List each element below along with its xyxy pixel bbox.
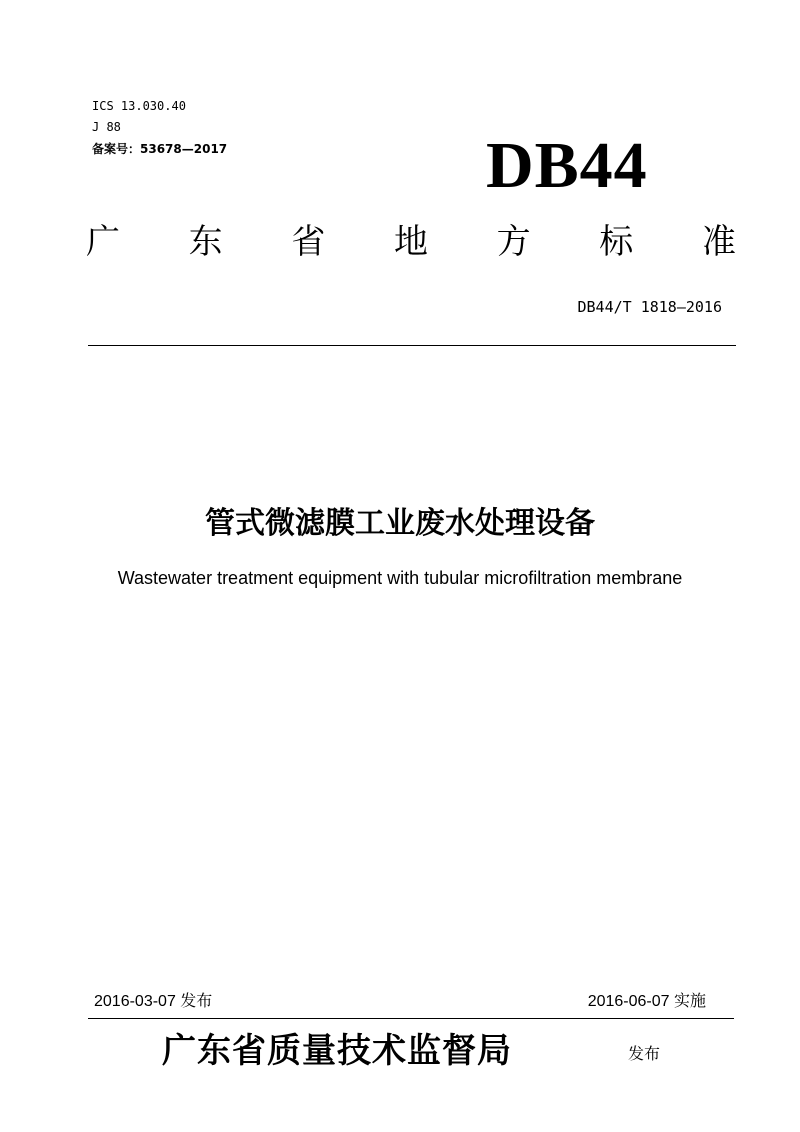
document-title-english: Wastewater treatment equipment with tubular microfiltration membrane (117, 568, 683, 588)
header-divider (88, 345, 736, 346)
classification-code: J 88 (92, 120, 121, 134)
category-char: 准 (701, 222, 736, 262)
category-char: 标 (599, 222, 634, 262)
footer-divider (88, 1018, 734, 1019)
category-char: 东 (188, 222, 223, 262)
category-char: 广 (86, 222, 120, 262)
db44-logo: DB44 (486, 129, 648, 202)
publish-date: 2016-03-07 发布 (94, 993, 213, 1010)
issuing-authority: 广东省质量技术监督局 (162, 1031, 512, 1071)
category-char: 省 (291, 222, 326, 262)
document-title-chinese: 管式微滤膜工业废水处理设备 (205, 506, 595, 541)
implement-date: 2016-06-07 实施 (587, 993, 706, 1010)
category-char: 方 (496, 222, 531, 262)
record-number: 备案号：53678—2017 (92, 142, 228, 156)
standard-number: DB44/T 1818—2016 (577, 298, 722, 316)
ics-code: ICS 13.030.40 (92, 99, 186, 113)
issue-label: 发布 (628, 1044, 661, 1063)
category-char: 地 (393, 222, 428, 262)
standard-category-title (86, 218, 736, 266)
